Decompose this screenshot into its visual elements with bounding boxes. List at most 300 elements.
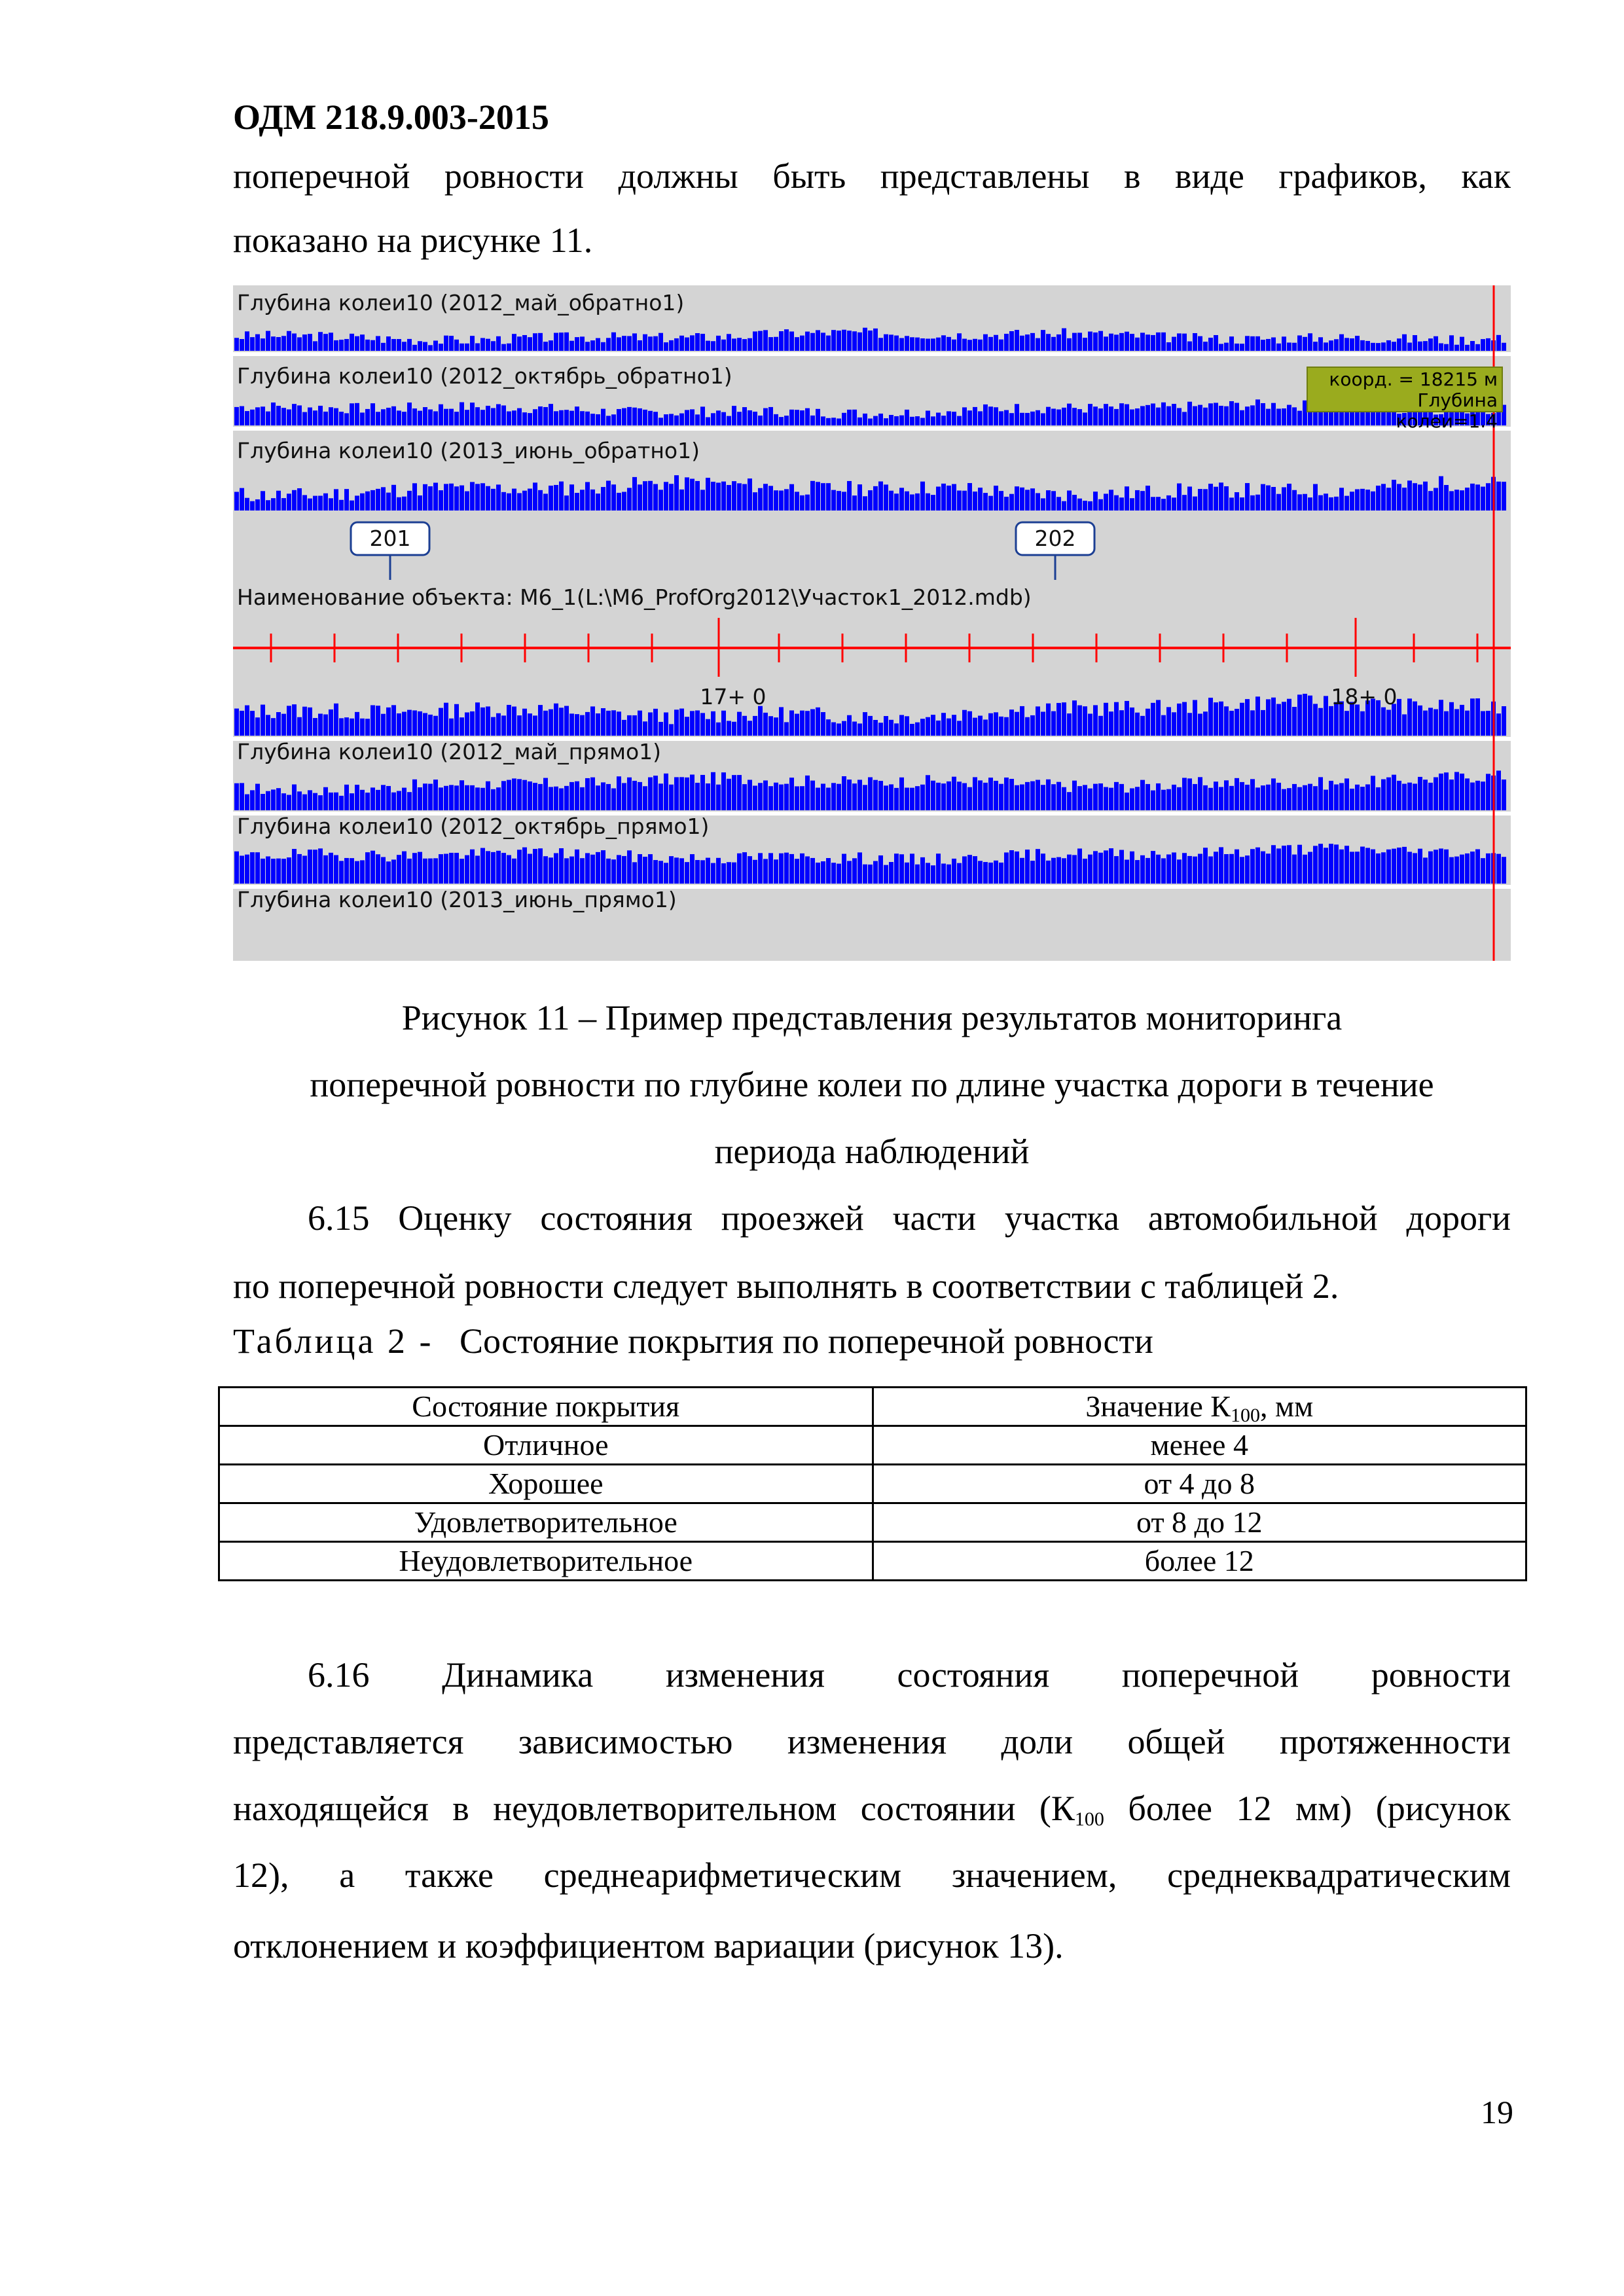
profile-bar [250, 790, 255, 810]
profile-bar [302, 412, 307, 425]
profile-bar [679, 414, 684, 425]
profile-bar [758, 853, 763, 884]
profile-bar [1151, 335, 1155, 351]
profile-bar [1339, 488, 1344, 511]
profile-bar [962, 407, 967, 425]
profile-bar [423, 484, 427, 511]
profile-bar [617, 409, 621, 425]
profile-bar [737, 338, 742, 351]
profile-bar [915, 493, 920, 511]
profile-bar [329, 332, 333, 351]
profile-bar [690, 478, 695, 511]
profile-bar [1182, 702, 1187, 736]
profile-bar [1093, 851, 1098, 884]
profile-bar [868, 490, 873, 511]
profile-bar [266, 791, 270, 810]
profile-bar [716, 723, 721, 736]
profile-bar [852, 331, 857, 351]
profile-bar [585, 482, 590, 511]
profile-bar [376, 790, 380, 810]
profile-bar [732, 338, 736, 351]
profile-bar [575, 493, 579, 511]
profile-bar [1496, 713, 1501, 736]
profile-bar [486, 706, 490, 736]
profile-bar [313, 496, 317, 511]
profile-bar [344, 489, 349, 511]
profile-bar [1344, 338, 1349, 351]
profile-bar [1428, 491, 1433, 511]
profile-bar [674, 777, 679, 810]
profile-bar [1219, 787, 1223, 810]
profile-bar [894, 853, 899, 884]
profile-bar [423, 783, 427, 810]
profile-bar [1104, 787, 1108, 810]
profile-bar [1276, 494, 1281, 511]
profile-bar [931, 416, 935, 425]
profile-bar [664, 482, 668, 511]
profile-bar [784, 416, 789, 425]
profile-bar [355, 712, 359, 736]
profile-bar [350, 403, 354, 425]
profile-bar [842, 854, 846, 884]
profile-bar [700, 775, 705, 810]
profile-bar [1135, 713, 1140, 736]
profile-bar [1407, 852, 1412, 884]
profile-bar [1229, 786, 1234, 810]
profile-bar [1287, 699, 1291, 736]
profile-bar [1240, 410, 1244, 425]
profile-bar [1125, 332, 1129, 351]
profile-bar [1470, 852, 1475, 884]
profile-bar [496, 713, 501, 736]
profile-bar [344, 717, 349, 736]
profile-bar [1036, 706, 1040, 736]
profile-bar [857, 852, 862, 884]
profile-bar [837, 331, 841, 351]
profile-bar [1271, 487, 1276, 511]
profile-bar [1329, 844, 1333, 884]
profile-bar [753, 331, 757, 351]
profile-bar [1156, 332, 1161, 351]
profile-bar [931, 715, 935, 736]
profile-bar [1303, 494, 1307, 511]
profile-bar [1434, 709, 1438, 736]
profile-bar [302, 334, 307, 351]
profile-bar [480, 848, 485, 884]
profile-bar [318, 406, 323, 425]
profile-bar [821, 416, 825, 425]
profile-bar [899, 715, 904, 736]
profile-bar [789, 854, 794, 884]
profile-bar [816, 482, 820, 511]
km-label-17: 17+ 0 [700, 684, 767, 709]
profile-bar [826, 787, 831, 810]
profile-bar [1240, 703, 1244, 736]
profile-bar [784, 784, 789, 810]
profile-bar [266, 412, 270, 425]
profile-bar [622, 856, 626, 884]
profile-bar [323, 493, 328, 511]
profile-bar [1072, 700, 1077, 736]
profile-bar [1208, 484, 1213, 511]
profile-bar [695, 414, 700, 425]
profile-bar [1219, 702, 1223, 736]
profile-bar [355, 785, 359, 810]
profile-bar [569, 341, 574, 351]
profile-bar [1214, 403, 1218, 425]
profile-bar [910, 724, 914, 736]
profile-bar [1140, 780, 1145, 810]
profile-bar [695, 783, 700, 810]
profile-bar [1324, 342, 1328, 351]
profile-bar [1460, 490, 1464, 511]
profile-bar [376, 412, 380, 425]
profile-bar [1193, 406, 1197, 425]
profile-bar [1072, 333, 1077, 351]
profile-bar [1125, 793, 1129, 810]
profile-bar [967, 787, 972, 810]
profile-bar [758, 331, 763, 351]
profile-bar [878, 723, 883, 736]
profile-bar [1240, 782, 1244, 810]
profile-bar [643, 410, 647, 425]
profile-bar [648, 481, 653, 511]
profile-bar [1475, 850, 1480, 884]
profile-bar [1397, 484, 1401, 511]
profile-bar [287, 795, 291, 810]
profile-bar [1067, 404, 1072, 425]
profile-bar [1386, 778, 1391, 810]
profile-bar [1475, 344, 1480, 351]
profile-bar [1355, 852, 1360, 884]
profile-bar [690, 409, 695, 425]
profile-bar [653, 709, 658, 736]
profile-bar [339, 861, 344, 884]
profile-bar [350, 719, 354, 736]
profile-bar [1004, 717, 1009, 736]
profile-bar [475, 855, 480, 884]
profile-bar [884, 785, 888, 810]
profile-bar [1203, 848, 1208, 884]
track-bars-bottom-1 [234, 694, 1506, 736]
profile-bar [276, 712, 281, 736]
profile-bar [266, 331, 270, 351]
profile-bar [428, 859, 433, 884]
profile-bar [878, 781, 883, 810]
profile-bar [1449, 491, 1454, 511]
profile-bar [988, 406, 993, 425]
profile-bar [554, 411, 558, 425]
profile-bar [821, 783, 825, 810]
profile-bar [449, 409, 454, 425]
profile-bar [873, 416, 878, 425]
header-value-prefix: Значение К [1085, 1390, 1231, 1423]
profile-bar [784, 853, 789, 884]
profile-bar [1046, 490, 1051, 511]
profile-bar [1334, 339, 1339, 351]
profile-bar [1386, 709, 1391, 736]
profile-bar [988, 863, 993, 884]
profile-bar [852, 783, 857, 810]
profile-bar [952, 484, 956, 511]
profile-bar [350, 858, 354, 884]
profile-bar [648, 336, 653, 351]
profile-bar [365, 852, 370, 884]
profile-bar [1161, 332, 1166, 351]
profile-bar [1465, 778, 1470, 810]
profile-bar [926, 775, 930, 810]
profile-bar [1041, 330, 1045, 351]
profile-bar [397, 713, 401, 736]
profile-bar [899, 488, 904, 511]
profile-bar [889, 720, 893, 736]
profile-bar [774, 717, 778, 736]
profile-bar [1271, 698, 1276, 736]
profile-bar [355, 495, 359, 511]
profile-bar [350, 501, 354, 511]
profile-bar [433, 483, 438, 511]
profile-bar [533, 715, 537, 736]
profile-bar [1046, 780, 1051, 810]
profile-bar [585, 712, 590, 736]
profile-bar [821, 712, 825, 736]
profile-bar [1187, 486, 1192, 511]
marker-201-label: 201 [369, 526, 411, 551]
profile-bar [884, 865, 888, 884]
profile-bar [266, 715, 270, 736]
profile-bar [1104, 850, 1108, 884]
profile-bar [549, 787, 553, 810]
profile-bar [831, 330, 836, 351]
profile-bar [1287, 845, 1291, 884]
profile-bar [1481, 339, 1485, 351]
profile-bar [1208, 788, 1213, 810]
profile-bar [1339, 334, 1344, 351]
profile-bar [842, 330, 846, 351]
profile-bar [648, 778, 653, 810]
table-row [219, 1503, 1526, 1542]
profile-bar [391, 859, 396, 884]
profile-bar [711, 863, 715, 884]
track-label-top-2: Глубина колеи10 (2012_октябрь_обратно1) [237, 363, 732, 389]
profile-bar [1465, 853, 1470, 884]
figure-caption-line-2: поперечной ровности по глубине колеи по длине участка дороги в течение [310, 1065, 1434, 1104]
profile-bar [842, 721, 846, 736]
profile-bar [433, 411, 438, 425]
profile-bar [810, 781, 815, 810]
profile-bar [407, 859, 412, 884]
profile-bar [1360, 340, 1365, 351]
profile-bar [894, 788, 899, 810]
profile-bar [1224, 780, 1229, 810]
profile-bar [737, 712, 742, 736]
profile-bar [821, 483, 825, 511]
profile-bar [753, 785, 757, 810]
profile-bar [250, 337, 255, 351]
profile-bar [816, 863, 820, 884]
profile-bar [1297, 845, 1302, 884]
profile-bar [1056, 703, 1061, 736]
profile-bar [255, 499, 260, 511]
profile-bar [465, 855, 469, 884]
profile-bar [423, 713, 427, 736]
profile-bar [784, 329, 789, 351]
profile-bar [847, 410, 852, 425]
section-6-15-line-1: 6.15 Оценку состояния проезжей части участка автомобильной дороги [308, 1198, 1511, 1238]
profile-bar [994, 407, 998, 425]
profile-bar [1062, 787, 1066, 810]
profile-bar [988, 713, 993, 736]
profile-bar [501, 492, 506, 511]
profile-bar [1062, 329, 1066, 351]
profile-bar [360, 493, 365, 511]
profile-bar [1025, 490, 1030, 511]
profile-bar [941, 863, 946, 884]
profile-bar [779, 331, 784, 351]
profile-bar [1481, 487, 1485, 511]
profile-bar [669, 414, 674, 425]
profile-bar [1454, 490, 1459, 511]
profile-bar [857, 780, 862, 810]
profile-bar [941, 783, 946, 810]
profile-bar [1161, 403, 1166, 425]
profile-bar [967, 483, 972, 511]
profile-bar [234, 783, 239, 810]
profile-bar [1465, 711, 1470, 736]
profile-bar [1496, 770, 1501, 810]
profile-bar [329, 793, 333, 810]
profile-bar [894, 493, 899, 511]
profile-bar [1303, 337, 1307, 351]
profile-bar [475, 484, 480, 511]
profile-bar [884, 334, 888, 351]
profile-bar [774, 859, 778, 884]
profile-bar [1255, 399, 1260, 425]
profile-bar [1203, 408, 1208, 425]
profile-bar [1371, 343, 1375, 351]
profile-bar [528, 489, 532, 511]
profile-bar [1292, 855, 1297, 884]
profile-bar [601, 850, 605, 884]
profile-bar [690, 711, 695, 736]
profile-bar [1444, 711, 1449, 736]
profile-bar [271, 789, 276, 810]
profile-bar [643, 786, 647, 810]
profile-bar [370, 787, 375, 810]
profile-bar [1434, 850, 1438, 884]
profile-bar [936, 853, 941, 884]
profile-bar [1009, 850, 1014, 884]
profile-bar [899, 338, 904, 351]
profile-bar [1344, 778, 1349, 810]
profile-bar [397, 339, 401, 351]
profile-bar [868, 331, 873, 351]
profile-bar [627, 488, 632, 511]
profile-bar [1187, 778, 1192, 810]
profile-bar [1344, 496, 1349, 511]
profile-bar [1486, 338, 1490, 351]
profile-bar [386, 786, 391, 810]
profile-bar [664, 342, 668, 351]
profile-bar [983, 334, 988, 351]
profile-bar [1386, 488, 1391, 511]
profile-bar [1198, 405, 1202, 425]
profile-bar [826, 719, 831, 736]
profile-bar [920, 857, 925, 884]
profile-bar [350, 793, 354, 810]
profile-bar [344, 858, 349, 884]
profile-bar [1407, 783, 1412, 810]
profile-bar [564, 332, 569, 351]
profile-bar [721, 340, 726, 351]
profile-bar [1371, 492, 1375, 511]
profile-bar [1308, 333, 1312, 351]
profile-bar [276, 859, 281, 884]
profile-bar [1235, 709, 1239, 736]
profile-bar [800, 336, 804, 351]
profile-bar [795, 492, 799, 511]
profile-bar [685, 778, 689, 810]
profile-bar [559, 482, 564, 511]
profile-bar [1350, 852, 1354, 884]
profile-bar [1402, 714, 1407, 736]
profile-bar [685, 477, 689, 511]
profile-bar [706, 719, 710, 736]
profile-bar [1187, 342, 1192, 351]
profile-bar [1130, 788, 1134, 810]
profile-bar [507, 493, 511, 511]
table-row [219, 1465, 1526, 1503]
profile-bar [486, 339, 490, 351]
profile-bar [721, 863, 726, 884]
profile-bar [1287, 788, 1291, 810]
profile-bar [994, 781, 998, 810]
profile-bar [302, 707, 307, 736]
profile-bar [1313, 342, 1318, 351]
profile-bar [768, 407, 773, 425]
profile-bar [308, 408, 312, 425]
profile-bar [344, 339, 349, 351]
profile-bar [868, 865, 873, 884]
section-6-16-line-4: 12), а также среднеарифметическим значением, среднеквадратическим [233, 1856, 1511, 1895]
profile-bar [575, 406, 579, 425]
marker-202-label: 202 [1034, 526, 1076, 551]
profile-bar [1156, 855, 1161, 884]
profile-bar [486, 851, 490, 884]
profile-bar [1130, 708, 1134, 736]
profile-bar [1056, 857, 1061, 884]
profile-bar [716, 858, 721, 884]
profile-bar [308, 850, 312, 884]
profile-bar [831, 723, 836, 736]
profile-bar [810, 416, 815, 425]
profile-bar [1020, 706, 1024, 736]
word: изменения [665, 1655, 825, 1695]
profile-bar [863, 328, 867, 351]
profile-bar [1009, 709, 1014, 736]
profile-bar [1449, 702, 1454, 736]
profile-bar [1114, 856, 1119, 884]
profile-bar [470, 785, 475, 810]
profile-bar [852, 495, 857, 511]
profile-bar [569, 782, 574, 810]
profile-bar [983, 719, 988, 736]
profile-bar [679, 336, 684, 351]
profile-bar [470, 482, 475, 511]
profile-bar [1104, 493, 1108, 511]
profile-bar [538, 705, 543, 736]
profile-bar [1077, 848, 1082, 884]
